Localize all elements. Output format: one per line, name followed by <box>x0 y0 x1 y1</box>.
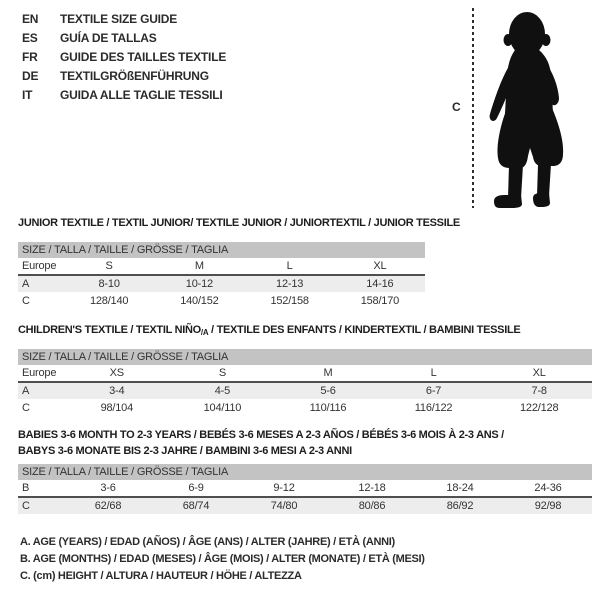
babies-size-table <box>18 464 592 514</box>
size-header-label: SIZE / TALLA / TAILLE / GRÖSSE / TAGLIA <box>18 464 592 480</box>
cell: 80/86 <box>328 497 416 514</box>
cell: S <box>64 258 154 275</box>
cell: 6-7 <box>381 382 487 399</box>
height-measure-label: C <box>452 100 461 114</box>
title-part: / TEXTILE DES ENFANTS / KINDERTEXTIL / BAMBINI TESSILE <box>208 324 521 336</box>
cell: 74/80 <box>240 497 328 514</box>
footnote-age-years: A. AGE (YEARS) / EDAD (AÑOS) / ÂGE (ANS) / ALTER (JAHRE) / ETÀ (ANNI) <box>20 536 395 548</box>
childrens-table-title <box>18 324 592 337</box>
table-row <box>18 365 592 382</box>
babies-title-line-2: BABYS 3-6 MONATE BIS 2-3 JAHRE / BAMBINI 3-6 MESI A 2-3 ANNI <box>18 445 352 457</box>
baby-silhouette-icon <box>481 2 599 212</box>
babies-table-title <box>18 427 592 459</box>
cell: 3-6 <box>64 480 152 497</box>
cell: 5-6 <box>275 382 381 399</box>
childrens-textile-section <box>18 324 592 416</box>
size-header-label: SIZE / TALLA / TAILLE / GRÖSSE / TAGLIA <box>18 349 592 365</box>
height-measure-dashed-line <box>472 8 474 208</box>
cell: L <box>381 365 487 382</box>
row-label: C <box>18 497 64 514</box>
cell: S <box>170 365 276 382</box>
cell: 86/92 <box>416 497 504 514</box>
cell: 122/128 <box>520 401 559 414</box>
cell: 24-36 <box>504 480 592 497</box>
language-title: TEXTILE SIZE GUIDE <box>60 12 178 26</box>
table-row <box>18 480 592 497</box>
table-row <box>18 275 425 292</box>
table-row <box>18 399 592 416</box>
size-header-row <box>18 464 592 480</box>
junior-textile-section <box>18 217 460 309</box>
row-label: C <box>22 401 30 414</box>
row-label: Europe <box>18 258 64 275</box>
language-title: GUIDA ALLE TAGLIE TESSILI <box>60 88 223 102</box>
language-row-it <box>22 86 226 105</box>
language-title: TEXTILGRÖßENFÜHRUNG <box>60 69 209 83</box>
junior-table-title: JUNIOR TEXTILE / TEXTIL JUNIOR/ TEXTILE JUNIOR / JUNIORTEXTIL / JUNIOR TESSILE <box>18 217 460 229</box>
cell: 14-16 <box>335 275 425 292</box>
language-code: FR <box>22 50 38 64</box>
cell: 68/74 <box>152 497 240 514</box>
cell: 18-24 <box>416 480 504 497</box>
cell: 110/116 <box>309 401 347 414</box>
cell: L <box>245 258 335 275</box>
language-code: ES <box>22 31 38 45</box>
footnote-height: C. (cm) HEIGHT / ALTURA / HAUTEUR / HÖHE / ALTEZZA <box>20 570 302 582</box>
cell: 158/170 <box>360 294 400 307</box>
cell: M <box>154 258 244 275</box>
junior-size-table <box>18 242 425 309</box>
footnote-legend <box>20 534 425 585</box>
language-code: DE <box>22 69 39 83</box>
row-label: B <box>18 480 64 497</box>
cell: 116/122 <box>414 401 453 414</box>
language-title: GUÍA DE TALLAS <box>60 31 157 45</box>
language-row-en <box>22 10 226 29</box>
language-code: EN <box>22 12 39 26</box>
cell: 152/158 <box>270 294 309 307</box>
language-row-fr <box>22 48 226 67</box>
row-label: Europe <box>18 365 64 382</box>
row-label: A <box>18 382 64 399</box>
cell: XL <box>335 258 425 275</box>
cell: 9-12 <box>240 480 328 497</box>
size-header-row <box>18 242 425 258</box>
footnote-age-months: B. AGE (MONTHS) / EDAD (MESES) / ÂGE (MOIS) / ALTER (MONATE) / ETÀ (MESI) <box>20 553 425 565</box>
row-label: C <box>22 294 30 307</box>
cell: XS <box>64 365 170 382</box>
language-title-list <box>22 10 226 105</box>
language-title: GUIDE DES TAILLES TEXTILE <box>60 50 227 64</box>
cell: M <box>275 365 381 382</box>
cell: 12-18 <box>328 480 416 497</box>
cell: 8-10 <box>64 275 154 292</box>
babies-textile-section <box>18 427 592 514</box>
cell: 128/140 <box>89 294 129 307</box>
language-code: IT <box>22 88 33 102</box>
cell: 140/152 <box>180 294 219 307</box>
language-row-de <box>22 67 226 86</box>
cell: 62/68 <box>64 497 152 514</box>
cell: 7-8 <box>486 382 592 399</box>
cell: 98/104 <box>100 401 134 414</box>
size-header-label: SIZE / TALLA / TAILLE / GRÖSSE / TAGLIA <box>18 242 425 258</box>
table-row <box>18 497 592 514</box>
size-header-row <box>18 349 592 365</box>
cell: 3-4 <box>64 382 170 399</box>
title-part: CHILDREN'S TEXTILE / TEXTIL NIÑO <box>18 324 201 336</box>
cell: 92/98 <box>504 497 592 514</box>
language-row-es <box>22 29 226 48</box>
cell: 10-12 <box>154 275 244 292</box>
row-label: A <box>18 275 64 292</box>
table-row <box>18 258 425 275</box>
table-row <box>18 292 425 309</box>
cell: 6-9 <box>152 480 240 497</box>
cell: 104/110 <box>203 401 242 414</box>
table-row <box>18 382 592 399</box>
childrens-size-table <box>18 349 592 416</box>
cell: XL <box>486 365 592 382</box>
babies-title-line-1: BABIES 3-6 MONTH TO 2-3 YEARS / BEBÉS 3-6 MESES A 2-3 AÑOS / BÉBÉS 3-6 MOIS À 2-3 ANS / <box>18 429 504 441</box>
cell: 12-13 <box>245 275 335 292</box>
cell: 4-5 <box>170 382 276 399</box>
title-subscript: /A <box>200 328 209 337</box>
